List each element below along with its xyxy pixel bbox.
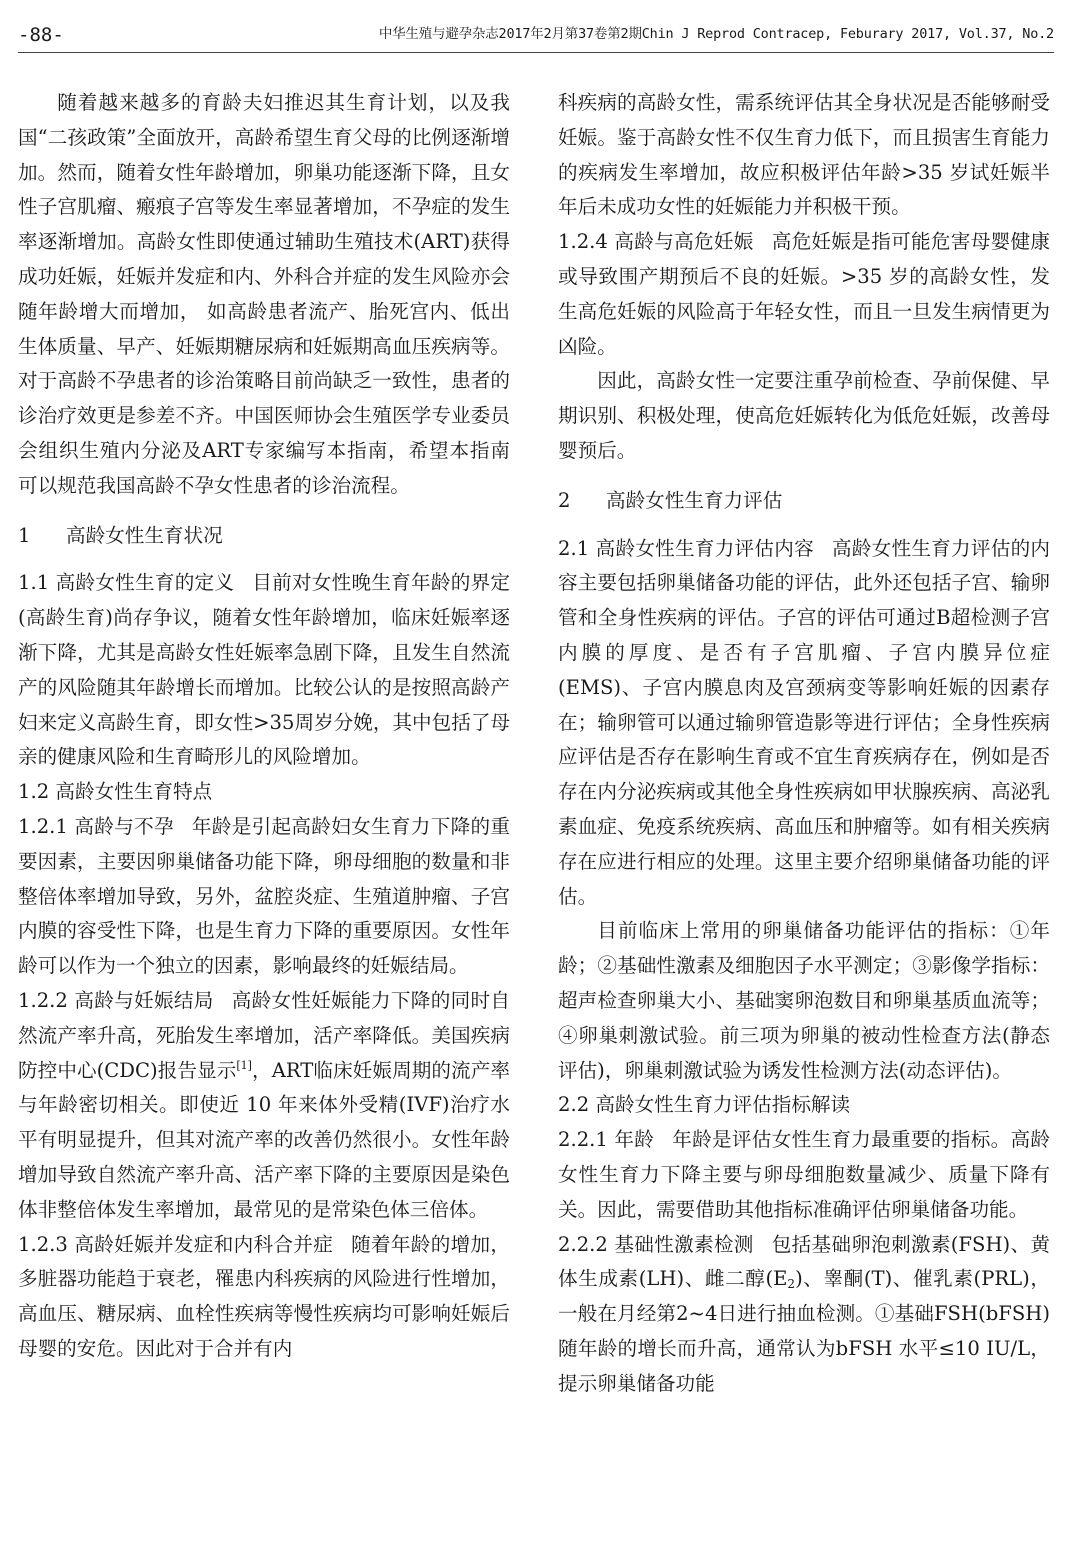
section-2-2-2 xyxy=(558,1228,1050,1402)
section-number: 2 xyxy=(558,488,571,512)
journal-citation: 中华生殖与避孕杂志2017年2月第37卷第2期Chin J Reprod Contracep, Feburary 2017, Vol.37, No.2 xyxy=(378,26,1054,42)
conclusion-paragraph: 因此，高龄女性一定要注重孕前检查、孕前保健、早期识别、积极处理，使高危妊娠转化为低危妊娠，改善母婴预后。 xyxy=(558,369,1050,462)
section-title: 高龄女性生育力评估 xyxy=(606,488,783,512)
subsection-label: 1.2.4 高龄与高危妊娠 xyxy=(558,230,754,254)
subsection-text: 随着年龄的增加，多脏器功能趋于衰老，罹患内科疾病的风险进行性增加，高血压、糖尿病、血栓性疾病等慢性疾病均可影响妊娠后母婴的安危。因此对于合并有内 xyxy=(18,1232,510,1360)
indicators-paragraph: 目前临床上常用的卵巢储备功能评估的指标：①年龄；②基础性激素及细胞因子水平测定；③影像学指标：超声检查卵巢大小、基础窦卵泡数目和卵巢基质血流等；④卵巢刺激试验。前三项为卵巢的被动性检查方法(静态评估)，卵巢刺激试验为诱发性检测方法(动态评估)。 xyxy=(558,919,1050,1082)
subsection-text: 包括基础卵泡刺激素(FSH)、黄体生成素(LH)、雌二醇(E xyxy=(558,1232,1050,1291)
right-column xyxy=(558,86,1050,1401)
intro-paragraph: 随着越来越多的育龄夫妇推迟其生育计划，以及我国“二孩政策”全面放开，高龄希望生育父母的比例逐渐增加。然而，随着女性年龄增加，卵巢功能逐渐下降，且女性子宫肌瘤、瘢痕子宫等发生率显著增加，不孕症的发生率逐渐增加。高龄女性即使通过辅助生殖技术(ART)获得成功妊娠，妊娠并发症和内、外科合并症的发生风险亦会随年龄增大而增加， 如高龄患者流产、胎死宫内、低出生体质量、早产、妊娠期糖尿病和妊娠期高血压疾病等。对于高龄不孕患者的诊治策略目前尚缺乏一致性，患者的诊治疗效更是参差不齐。中国医师协会生殖医学专业委员会组织生殖内分泌及ART专家编写本指南，希望本指南可以规范我国高龄不孕女性患者的诊治流程。 xyxy=(18,91,510,497)
page-number: -88- xyxy=(18,24,64,46)
section-1-2-heading xyxy=(18,775,510,810)
subsection-label: 2.2 高龄女性生育力评估指标解读 xyxy=(558,1093,851,1117)
section-1-heading xyxy=(18,519,510,554)
subsection-text: 高龄女性妊娠能力下降的同时自然流产率升高，死胎发生率增加，活产率降低。美国疾病防控中心(CDC)报告显示 xyxy=(18,988,511,1082)
citation-ref: [1] xyxy=(236,1058,252,1072)
subsection-text-cont: ，ART临床妊娠周期的流产率与年龄密切相关。即使近 10 年来体外受精(IVF)治疗水平有明显提升，但其对流产率的改善仍然很小。女性年龄增加导致自然流产率升高、活产率下降的主要原因是染色体非整倍体发生率增加，最常见的是常染色体三倍体。 xyxy=(18,1058,510,1221)
subsection-label: 1.2 高龄女性生育特点 xyxy=(18,780,213,804)
subsection-text-cont: )、睾酮(T)、催乳素(PRL)， 一般在月经第2~4日进行抽血检测。①基础FSH(bFSH)随年龄的增长而升高，通常认为bFSH 水平≤10 IU/L，提示卵巢储备功能 xyxy=(558,1267,1050,1395)
subsection-text: 高危妊娠是指可能危害母婴健康或导致围产期预后不良的妊娠。>35 岁的高龄女性，发生高危妊娠的风险高于年轻女性，而且一旦发生病情更为凶险。 xyxy=(558,230,1051,358)
section-1-2-2 xyxy=(18,984,510,1228)
page-header xyxy=(18,18,1054,53)
section-2-heading xyxy=(558,484,1050,519)
subsection-text: 年龄是引起高龄妇女生育力下降的重要因素，主要因卵巢储备功能下降，卵母细胞的数量和非整倍体率增加导致，另外，盆腔炎症、生殖道肿瘤、子宫内膜的容受性下降，也是生育力下降的重要原因。女性年龄可以作为一个独立的因素，影响最终的妊娠结局。 xyxy=(18,814,511,978)
section-number: 1 xyxy=(18,523,31,547)
subsection-label: 2.2.1 年龄 xyxy=(558,1128,655,1152)
subscript: 2 xyxy=(787,1277,796,1292)
subsection-label: 1.2.1 高龄与不孕 xyxy=(18,814,174,838)
subsection-label: 1.1 高龄女性生育的定义 xyxy=(18,571,235,595)
section-title: 高龄女性生育状况 xyxy=(66,523,223,547)
section-1-2-4 xyxy=(558,225,1050,364)
section-2-1 xyxy=(558,532,1050,915)
section-2-2-heading xyxy=(558,1088,1050,1123)
subsection-label: 1.2.3 高龄妊娠并发症和内科合并症 xyxy=(18,1232,334,1256)
section-1-2-3 xyxy=(18,1228,510,1367)
subsection-label: 2.1 高龄女性生育力评估内容 xyxy=(558,536,814,560)
section-1-1 xyxy=(18,566,510,775)
subsection-label: 2.2.2 基础性激素检测 xyxy=(558,1232,754,1256)
subsection-label: 1.2.2 高龄与妊娠结局 xyxy=(18,988,214,1012)
continued-paragraph: 科疾病的高龄女性，需系统评估其全身状况是否能够耐受妊娠。鉴于高龄女性不仅生育力低下，而且损害生育能力的疾病发生率增加，故应积极评估年龄>35 岁试妊娠半年后未成功女性的妊娠能力并积极干预。 xyxy=(558,91,1050,219)
section-2-2-1 xyxy=(558,1123,1050,1227)
subsection-text: 年龄是评估女性生育力最重要的指标。高龄女性生育力下降主要与卵母细胞数量减少、质量下降有关。因此，需要借助其他指标准确评估卵巢储备功能。 xyxy=(558,1128,1051,1221)
left-column xyxy=(18,86,510,1367)
section-1-2-1 xyxy=(18,810,510,984)
subsection-text: 高龄女性生育力评估的内容主要包括卵巢储备功能的评估，此外还包括子宫、输卵管和全身性疾病的评估。子宫的评估可通过B超检测子宫内膜的厚度、是否有子宫肌瘤、子宫内膜异位症(EMS)、子宫内膜息肉及宫颈病变等影响妊娠的因素存在；输卵管可以通过输卵管造影等进行评估；全身性疾病应评估是否存在影响生育或不宜生育疾病存在，例如是否存在内分泌疾病或其他全身性疾病如甲状腺疾病、高泌乳素血症、免疫系统疾病、高血压和肿瘤等。如有相关疾病存在应进行相应的处理。这里主要介绍卵巢储备功能的评估。 xyxy=(558,536,1051,908)
subsection-text: 目前对女性晚生育年龄的界定(高龄生育)尚存争议，随着女性年龄增加，临床妊娠率逐渐下降，尤其是高龄女性妊娠率急剧下降，且发生自然流产的风险随其年龄增长而增加。比较公认的是按照高龄产妇来定义高龄生育，即女性>35周岁分娩，其中包括了母亲的健康风险和生育畸形儿的风险增加。 xyxy=(18,571,511,769)
